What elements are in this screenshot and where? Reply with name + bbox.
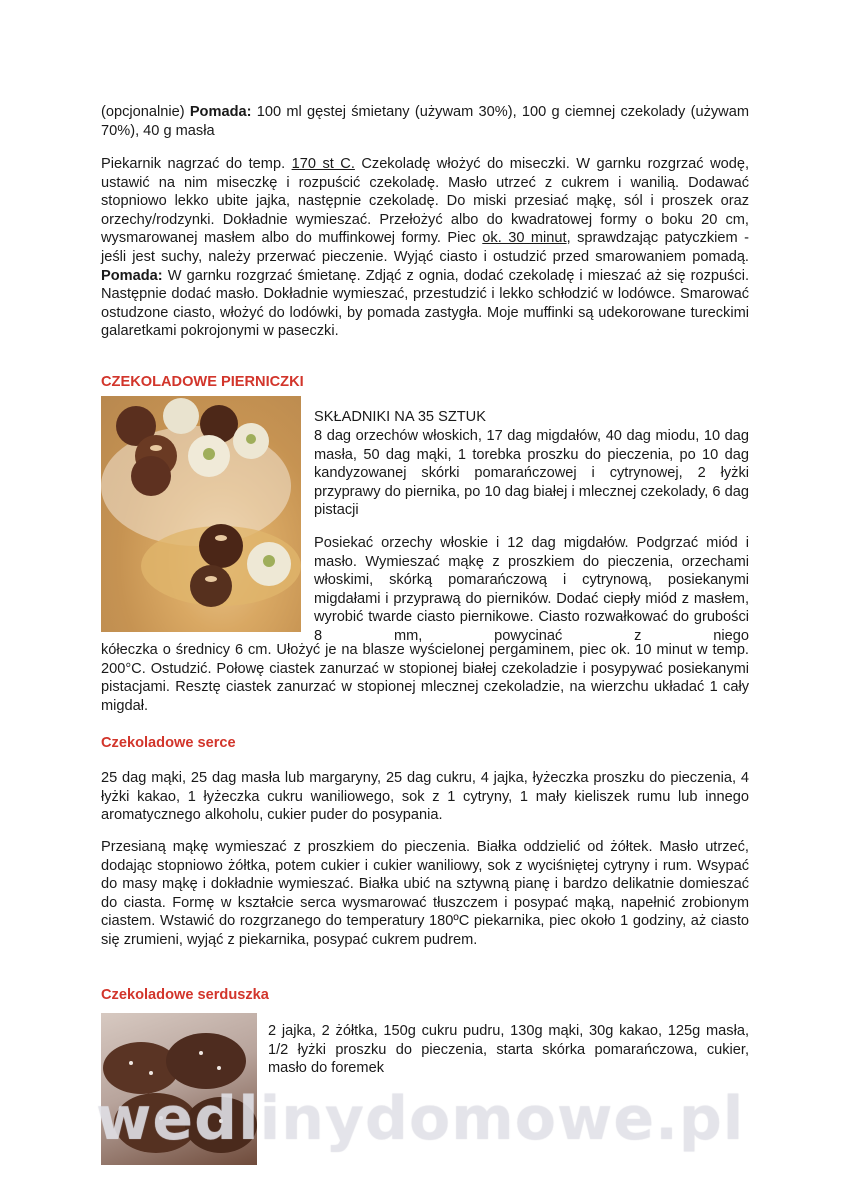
pomada-ingredients (101, 103, 749, 140)
serduszka-ingredients: 2 jajka, 2 żółtka, 150g cukru pudru, 130g mąki, 30g kakao, 125g masła, 1/2 łyżki proszku do pieczenia, starta skórka pomarańczowa, cukier, masło do foremek (268, 1023, 749, 1077)
method-text-4: W garnku rozgrzać śmietanę. Zdjąć z ognia, dodać czekoladę i mieszać aż się rozpuści. Następnie dodać masło. Dokładnie wymieszać, przestudzić i lekko schłodzić w lodówce. Smarować ostudzone ciasto, włożyć do lodówki, by pomada zastygła. Moje muffinki są udekorowane tureckimi galaretkami pokrojonymi w paseczki. (101, 267, 749, 340)
pierniczki-photo-art (101, 396, 301, 632)
serce-ingredients: 25 dag mąki, 25 dag masła lub margaryny, 25 dag cukru, 4 jajka, łyżeczka proszku do pieczenia, 4 łyżki kakao, 1 łyżeczka cukru waniliowego, sok z 1 cytryny, 1 mały kieliszek rumu lub innego aromatycznego alkoholu, cukier puder do posypania. (101, 770, 749, 824)
method-temperature: 170 st C. (291, 156, 355, 172)
pierniczki-method-wide: kółeczka o średnicy 6 cm. Ułożyć je na blasze wyścielonej pergaminem, piec ok. 10 minut w temp. 200°C. Ostudzić. Połowę ciastek zanurzać w stopionej białej czekoladzie i posypywać posiekanymi pistacjami. Resztę ciastek zanurzać w stopionej mlecznej czekoladzie, na wierzchu układać 1 cały migdał. (101, 642, 749, 714)
serduszka-title: Czekoladowe serduszka (101, 987, 269, 1003)
pomada-label: Pomada: (189, 104, 252, 120)
pierniczki-ingredients: 8 dag orzechów włoskich, 17 dag migdałów, 40 dag miodu, 10 dag masła, 50 dag mąki, 1 torebka proszku do pieczenia, po 10 dag kandyzowanej skórki pomarańczowej i cytrynowej, 2 łyżki przyprawy do piernika, po 10 dag białej i mlecznej czekolady, 6 dag pistacji (314, 428, 749, 519)
pierniczki-photo (101, 396, 301, 632)
pierniczki-ingredients-title: SKŁADNIKI NA 35 SZTUK (314, 409, 486, 425)
method-text-3: , sprawdzając patyczkiem - jeśli jest suchy, należy przerwać pieczenie. Wyjąć ciasto i ostudzić przed smarowaniem pomadą. (101, 230, 749, 265)
method-pomada-label: Pomada: (101, 267, 163, 284)
pomada-prefix: (opcjonalnie) (101, 104, 190, 120)
pierniczki-method-narrow: Posiekać orzechy włoskie i 12 dag migdałów. Podgrzać miód i masło. Wymieszać mąkę z proszkiem do pieczenia, orzechami włoskimi, skórką pomarańczową i cytrynową, posiekanymi migdałami i przyprawą do pierników. Dodać ciepły miód z masłem, wyrobić twarde ciasto piernikowe. Ciasto rozwałkować do grubości 8 mm, powycinać z niego (314, 535, 749, 644)
method-text-1: Piekarnik nagrzać do temp. (101, 156, 292, 172)
pomada-text: 100 ml gęstej śmietany (używam 30%), 100 g ciemnej czekolady (używam 70%), 40 g masła (101, 104, 749, 139)
pierniczki-title: CZEKOLADOWE PIERNICZKI (101, 374, 304, 390)
serce-title: Czekoladowe serce (101, 735, 236, 751)
method-time: ok. 30 minut (482, 230, 567, 247)
method-paragraph (101, 155, 749, 341)
method-text-2: Czekoladę włożyć do miseczki. W garnku rozgrzać wodę, ustawić na nim miseczkę i rozpuścić czekoladę. Masło utrzeć z cukrem i wanilią. Dodawać stopniowo lekko ubite jajka, następnie czekoladę. Do miski przesiać mąkę, sól i proszek oraz orzechy/rodzynki. Dokładnie wymieszać. Przełożyć albo do kwadratowej formy o boku 20 cm, wysmarowanej masłem albo do muffinkowej formy. Piec (101, 156, 750, 247)
serce-method: Przesianą mąkę wymieszać z proszkiem do pieczenia. Białka oddzielić od żółtek. Masło utrzeć, dodając stopniowo żółtka, potem cukier i cukier waniliowy, sok z wyciśniętej cytryny i rum. Wsypać do masy mąkę i dokładnie wymieszać. Białka ubić na sztywną pianę i bardzo delikatnie domieszać do ciasta. Formę w kształcie serca wysmarować tłuszczem i posypać mąką, napełnić zrobionym ciastem. Wstawić do rozgrzanego do temperatury 180ºC piekarnika, piec około 1 godziny, aż ciasto się zrumieni, wyjąć z piekarnika, posypać cukrem pudrem. (101, 839, 749, 948)
watermark-text: wedlinydomowe.pl (96, 1084, 745, 1154)
